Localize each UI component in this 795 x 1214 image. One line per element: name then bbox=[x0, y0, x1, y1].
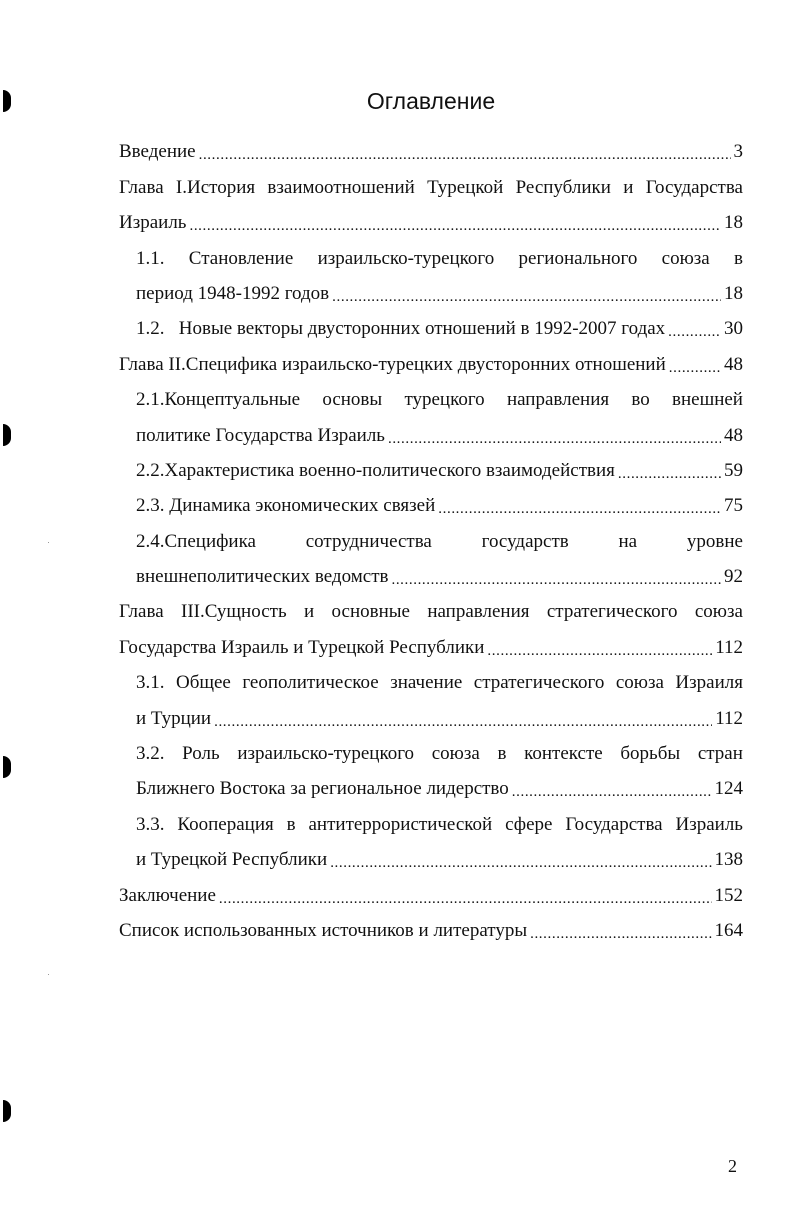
toc-entry bbox=[136, 305, 743, 340]
toc-entry bbox=[136, 694, 743, 729]
toc-entry bbox=[136, 270, 743, 305]
toc-entry-line bbox=[136, 659, 743, 694]
toc-word: и bbox=[303, 601, 315, 623]
toc-word: израильско-турецкого bbox=[317, 247, 495, 269]
toc-leader-dots bbox=[330, 849, 711, 871]
page-title: Оглавление bbox=[366, 88, 496, 114]
toc-word: Государства bbox=[645, 176, 743, 198]
toc-leader-dots bbox=[199, 141, 731, 163]
toc-entry-line bbox=[136, 234, 743, 269]
toc-page-number: 48 bbox=[724, 353, 743, 375]
toc-entry bbox=[119, 199, 743, 234]
toc-word: Роль bbox=[182, 743, 220, 765]
toc-leader-dots bbox=[668, 318, 721, 340]
toc-word: Турецкой bbox=[427, 176, 504, 198]
scan-speck bbox=[48, 542, 49, 543]
toc-word: союза bbox=[431, 743, 480, 765]
toc-word: 1.1. bbox=[136, 247, 165, 269]
binding-marker bbox=[3, 1100, 11, 1122]
toc-leader-dots bbox=[189, 212, 721, 234]
toc-entry-line bbox=[119, 163, 743, 198]
toc-leader-dots bbox=[618, 460, 721, 482]
toc-entry bbox=[136, 553, 743, 588]
toc-entry-text: и Турецкой Республики bbox=[136, 849, 328, 871]
toc-entry-text: 2.2.Характеристика военно-политического взаимодействия bbox=[136, 459, 615, 481]
toc-word: союза bbox=[694, 601, 743, 623]
toc-word: израильско-турецкого bbox=[237, 743, 415, 765]
toc-word: сфере bbox=[505, 813, 553, 835]
toc-entry bbox=[136, 765, 743, 800]
toc-word: союза bbox=[661, 247, 710, 269]
toc-entry-line bbox=[136, 800, 743, 835]
toc-word: Республики bbox=[515, 176, 611, 198]
toc-entry-text: внешнеполитических ведомств bbox=[136, 566, 389, 588]
toc-word: в bbox=[286, 813, 296, 835]
toc-word: стратегического bbox=[546, 601, 678, 623]
toc-page-number: 30 bbox=[724, 318, 743, 340]
toc-word: в bbox=[734, 247, 743, 269]
toc-word: значение bbox=[390, 672, 463, 694]
toc-word: в bbox=[497, 743, 507, 765]
toc-word: на bbox=[618, 530, 638, 552]
toc-word: направления bbox=[427, 601, 530, 623]
toc-entry-text: Введение bbox=[119, 141, 196, 163]
toc-entry-text: Израиль bbox=[119, 212, 187, 234]
toc-page-number: 75 bbox=[724, 495, 743, 517]
toc-entry-text: Список использованных источников и литературы bbox=[119, 919, 528, 941]
toc-leader-dots bbox=[388, 425, 721, 447]
toc-page-number: 164 bbox=[714, 919, 743, 941]
toc-word: стратегического bbox=[473, 672, 605, 694]
toc-word: 3.2. bbox=[136, 743, 165, 765]
toc-word: направления bbox=[506, 389, 610, 411]
toc-word: основные bbox=[331, 601, 410, 623]
toc-page-number: 112 bbox=[715, 636, 743, 658]
toc-entry bbox=[119, 907, 743, 942]
toc-entry bbox=[119, 128, 743, 163]
toc-word: уровне bbox=[686, 530, 743, 552]
toc-entry-text: период 1948-1992 годов bbox=[136, 282, 330, 304]
toc-page-number: 112 bbox=[715, 707, 743, 729]
toc-entry bbox=[136, 447, 743, 482]
toc-leader-dots bbox=[219, 885, 712, 907]
page-number: 2 bbox=[728, 1156, 737, 1176]
toc-leader-dots bbox=[332, 283, 721, 305]
toc-entry bbox=[119, 340, 743, 375]
toc-word: Израиля bbox=[675, 672, 743, 694]
toc-word: и bbox=[623, 176, 634, 198]
toc-word: 3.1. bbox=[136, 672, 165, 694]
toc-entry-text: 1.2. Новые векторы двусторонних отношений в 1992-2007 годах bbox=[136, 318, 666, 340]
toc-entry bbox=[136, 411, 743, 446]
toc-leader-dots bbox=[391, 566, 721, 588]
toc-leader-dots bbox=[512, 778, 712, 800]
toc-word: Израиль bbox=[675, 813, 743, 835]
toc-word: Государства bbox=[565, 813, 663, 835]
toc-entry bbox=[119, 871, 743, 906]
table-of-contents bbox=[119, 128, 743, 942]
toc-word: турецкого bbox=[404, 389, 485, 411]
toc-leader-dots bbox=[214, 708, 712, 730]
toc-leader-dots bbox=[669, 354, 721, 376]
binding-marker bbox=[3, 424, 11, 446]
toc-page-number: 18 bbox=[724, 212, 743, 234]
toc-word: союза bbox=[615, 672, 664, 694]
toc-word: I.История bbox=[175, 176, 256, 198]
toc-entry-text: 2.3. Динамика экономических связей bbox=[136, 495, 436, 517]
toc-word: геополитическое bbox=[242, 672, 379, 694]
toc-word: сотрудничества bbox=[305, 530, 432, 552]
toc-word: контексте bbox=[524, 743, 603, 765]
toc-entry-line bbox=[136, 517, 743, 552]
toc-word: Глава bbox=[119, 176, 164, 198]
toc-entry bbox=[136, 482, 743, 517]
toc-leader-dots bbox=[487, 637, 712, 659]
toc-page-number: 92 bbox=[724, 566, 743, 588]
toc-page-number: 3 bbox=[733, 141, 743, 163]
toc-word: Становление bbox=[188, 247, 294, 269]
toc-word: III.Сущность bbox=[181, 601, 287, 623]
toc-entry-line bbox=[119, 588, 743, 623]
toc-entry-text: Глава II.Специфика израильско-турецких двусторонних отношений bbox=[119, 353, 666, 375]
toc-page-number: 59 bbox=[724, 459, 743, 481]
toc-page-number: 138 bbox=[714, 849, 743, 871]
toc-entry-line bbox=[136, 730, 743, 765]
toc-word: государств bbox=[481, 530, 569, 552]
toc-entry-text: Заключение bbox=[119, 884, 216, 906]
toc-word: Общее bbox=[175, 672, 231, 694]
toc-entry-line bbox=[136, 376, 743, 411]
toc-page-number: 18 bbox=[724, 282, 743, 304]
toc-word: Кооперация bbox=[177, 813, 274, 835]
toc-entry bbox=[119, 623, 743, 658]
toc-word: взаимоотношений bbox=[267, 176, 415, 198]
toc-entry-text: Ближнего Востока за региональное лидерство bbox=[136, 778, 509, 800]
toc-word: 3.3. bbox=[136, 813, 165, 835]
toc-word: 2.1.Концептуальные bbox=[136, 389, 301, 411]
toc-entry-text: Государства Израиль и Турецкой Республики bbox=[119, 636, 485, 658]
toc-page-number: 124 bbox=[714, 778, 743, 800]
scan-speck bbox=[48, 974, 49, 975]
toc-page-number: 48 bbox=[724, 424, 743, 446]
toc-word: 2.4.Специфика bbox=[136, 530, 256, 552]
binding-marker bbox=[3, 756, 11, 778]
toc-word: регионального bbox=[518, 247, 638, 269]
toc-word: антитеррористической bbox=[308, 813, 493, 835]
toc-word: стран bbox=[697, 743, 743, 765]
toc-word: внешней bbox=[672, 389, 743, 411]
toc-leader-dots bbox=[438, 495, 721, 517]
toc-word: во bbox=[631, 389, 650, 411]
toc-page-number: 152 bbox=[714, 884, 743, 906]
toc-entry bbox=[136, 836, 743, 871]
toc-leader-dots bbox=[530, 920, 711, 942]
toc-entry-text: и Турции bbox=[136, 707, 212, 729]
toc-entry-text: политике Государства Израиль bbox=[136, 424, 385, 446]
toc-word: основы bbox=[322, 389, 383, 411]
toc-word: Глава bbox=[119, 601, 164, 623]
toc-word: борьбы bbox=[620, 743, 681, 765]
